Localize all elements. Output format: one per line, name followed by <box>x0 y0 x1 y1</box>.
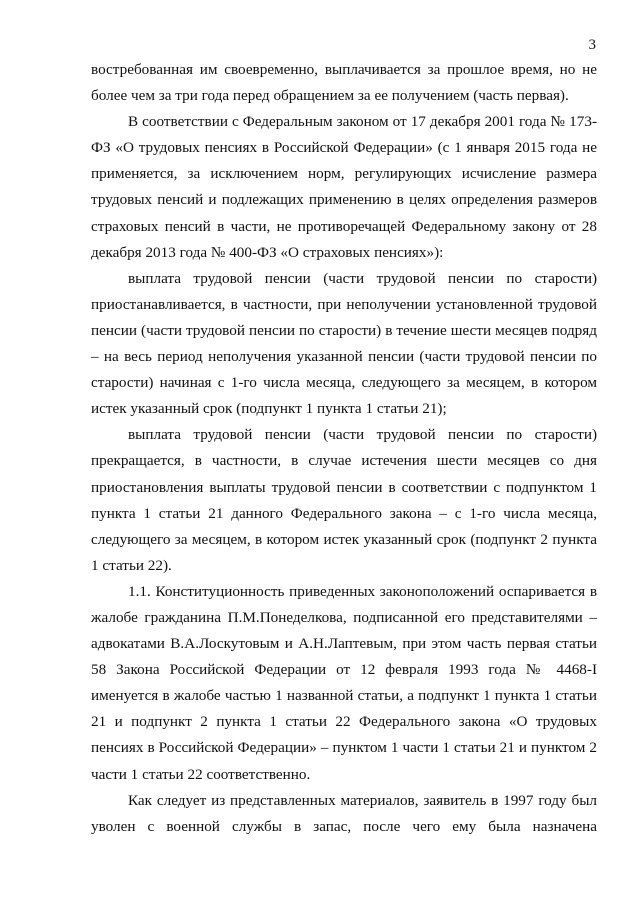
paragraph-continuation: востребованная им своевременно, выплачивается за прошлое время, но не более чем за три года перед обращением за ее получением (часть первая). <box>91 61 597 105</box>
paragraph-federal-law-173: В соответствии с Федеральным законом от 17 декабря 2001 года № 173-ФЗ «О трудовых пенсиях в Российской Федерации» (с 1 января 2015 года не применяется, за исключением норм, регулирующих исчисление размера трудовых пенсий и подлежащих применению в целях определения размеров страховых пенсий в части, не противоречащей Федеральному закону от 28 декабря 2013 года № 400-ФЗ «О страховых пенсиях»): <box>91 113 597 261</box>
paragraph-pension-termination: выплата трудовой пенсии (части трудовой пенсии по старости) прекращается, в частности, в случае истечения шести месяцев со дня приостановления выплаты трудовой пенсии в соответствии с подпунктом 1 пункта 1 статьи 21 данного Федерального закона – с 1-го числа месяца, следующего за месяцем, в котором истек указанный срок (подпункт 2 пункта 1 статьи 22). <box>91 426 597 574</box>
paragraph-applicant-history: Как следует из представленных материалов, заявитель в 1997 году был уволен с военной службы в запас, после чего ему была назначена <box>91 791 597 835</box>
document-body <box>91 57 597 840</box>
paragraph-pension-suspension: выплата трудовой пенсии (части трудовой пенсии по старости) приостанавливается, в частности, при неполучении установленной трудовой пенсии (части трудовой пенсии по старости) в течение шести месяцев подряд – на весь период неполучения указанной пенсии (части трудовой пенсии по старости) начиная с 1-го числа месяца, следующего за месяцем, в котором истек указанный срок (подпункт 1 пункта 1 статьи 21); <box>91 269 597 418</box>
paragraph-section-1-1: 1.1. Конституционность приведенных законоположений оспаривается в жалобе гражданина П.М.Понеделкова, подписанной его представителями – адвокатами В.А.Лоскутовым и А.Н.Лаптевым, при этом часть первая статьи 58 Закона Российской Федерации от 12 февраля 1993 года № 4468-I именуется в жалобе частью 1 названной статьи, а подпункт 1 пункта 1 статьи 21 и подпункт 2 пункта 1 статьи 22 Федерального закона «О трудовых пенсиях в Российской Федерации» – пунктом 1 части 1 статьи 21 и пунктом 2 части 1 статьи 22 соответственно. <box>91 582 597 783</box>
page-number: 3 <box>588 37 596 53</box>
